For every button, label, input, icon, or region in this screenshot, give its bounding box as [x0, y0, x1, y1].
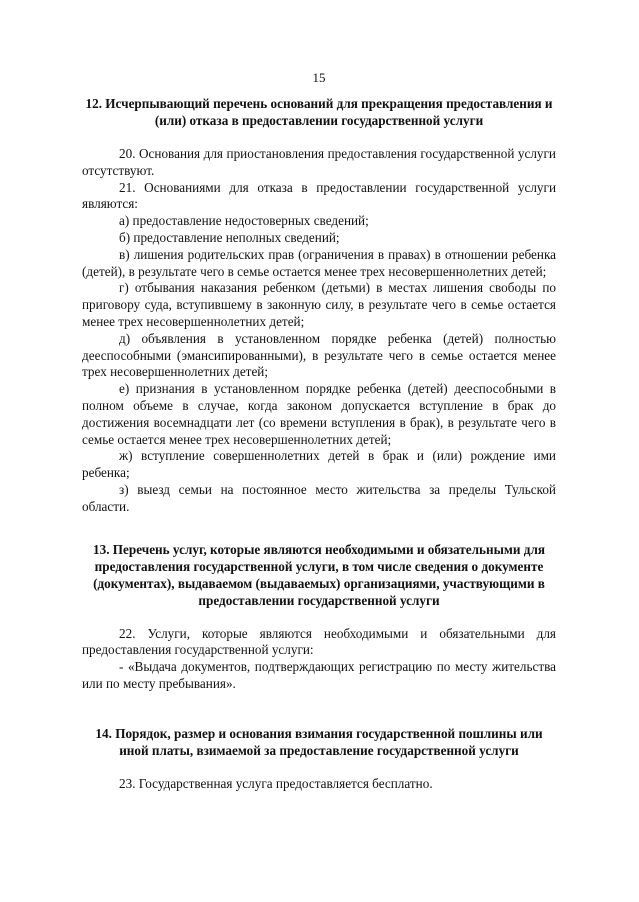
paragraph-20: 20. Основания для приостановления предоставления государственной услуги отсутствуют. — [82, 146, 556, 178]
list-item-dash: - «Выдача документов, подтверждающих регистрацию по месту жительства или по месту пребывания». — [82, 659, 556, 691]
section-12-body — [82, 146, 556, 516]
paragraph-22: 22. Услуги, которые являются необходимыми и обязательными для предоставления государственной услуги: — [82, 625, 556, 658]
list-item-e: е) признания в установленном порядке ребенка (детей) дееспособными в полном объеме в случае, когда законом допускается вступление в брак до достижения восемнадцати лет (со времени вступления в брак), в результате чего в семье остается менее трех несовершеннолетних детей; — [82, 381, 556, 447]
list-item-g: г) отбывания наказания ребенком (детьми) в местах лишения свободы по приговору суда, вступившему в законную силу, в результате чего в семье остается менее трех несовершеннолетних детей; — [82, 280, 556, 329]
list-item-z: з) выезд семьи на постоянное место жительства за пределы Тульской области. — [82, 481, 556, 514]
section-14-body — [82, 776, 556, 793]
section-13-body — [82, 626, 556, 693]
document-page — [82, 70, 556, 793]
section-13-heading: 13. Перечень услуг, которые являются необходимыми и обязательными для предоставления государственной услуги, в том числе сведения о документе (документах), выдаваемом (выдаваемых) организациями, участвующими в предоставлении государственной услуги — [93, 541, 545, 608]
list-item-a: а) предоставление недостоверных сведений; — [119, 213, 369, 229]
page-number: 15 — [312, 70, 326, 85]
list-item-b: б) предоставление неполных сведений; — [119, 229, 340, 245]
list-item-v: в) лишения родительских прав (ограничения в правах) в отношении ребенка (детей), в результате чего в семье остается менее трех несовершеннолетних детей; — [82, 246, 556, 279]
list-item-zh: ж) вступление совершеннолетних детей в брак и (или) рождение ими ребенка; — [82, 448, 556, 481]
list-item-d: д) объявления в установленном порядке ребенка (детей) полностью дееспособными (эмансипированными), в результате чего в семье остается менее трех несовершеннолетних детей; — [82, 330, 556, 380]
section-12-heading: 12. Исчерпывающий перечень оснований для прекращения предоставления и (или) отказа в предоставлении государственной услуги — [85, 96, 553, 128]
section-14-heading: 14. Порядок, размер и основания взимания государственной пошлины или иной платы, взимаемой за предоставление государственной услуги — [95, 725, 543, 758]
paragraph-21: 21. Основаниями для отказа в предоставлении государственной услуги являются: — [82, 179, 556, 212]
paragraph-23: 23. Государственная услуга предоставляется бесплатно. — [119, 775, 433, 791]
